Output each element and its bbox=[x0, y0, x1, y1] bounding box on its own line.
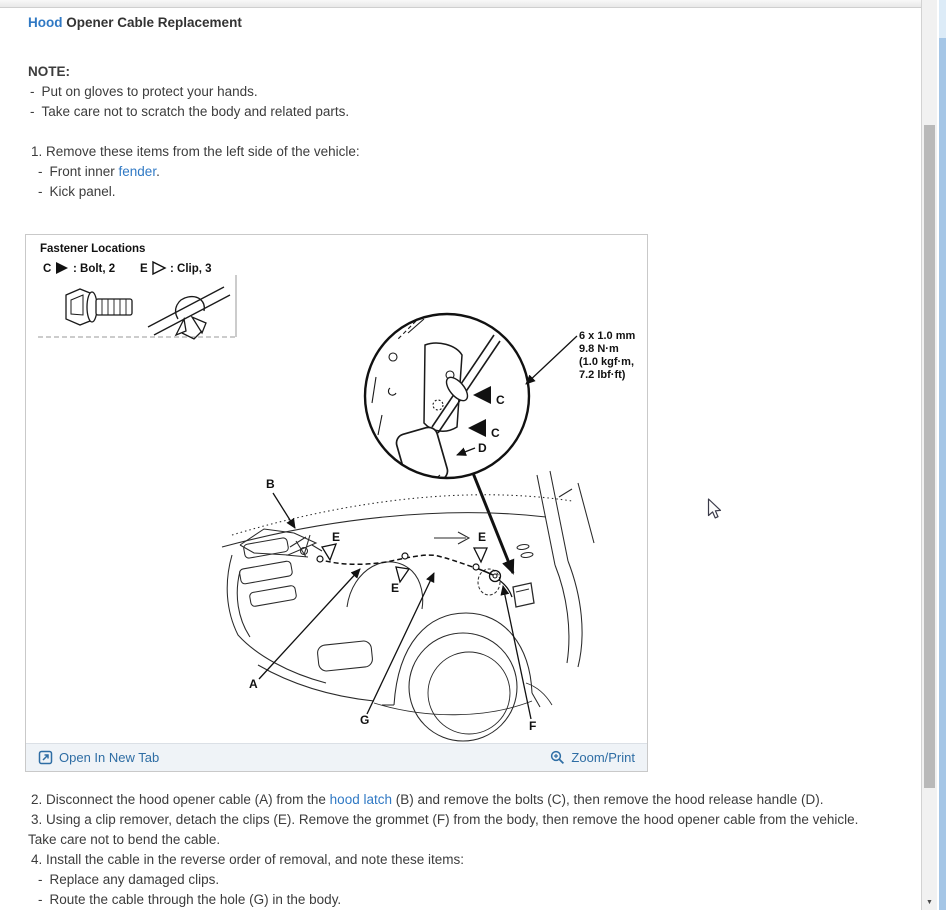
legend-title: Fastener Locations bbox=[40, 243, 146, 255]
sub-text: Route the cable through the hole (G) in the body. bbox=[49, 892, 342, 907]
note-item bbox=[28, 82, 908, 102]
step-2-post: (B) and remove the bolts (C), then remove the hood release handle (D). bbox=[391, 792, 824, 807]
label-a: A bbox=[249, 677, 258, 691]
label-e2: E bbox=[391, 581, 400, 595]
note-item-text: Put on gloves to protect your hands. bbox=[41, 84, 258, 99]
page-title bbox=[28, 13, 908, 33]
sub-text-pre: Front inner bbox=[49, 164, 119, 179]
note-item bbox=[28, 102, 908, 122]
zoom-print-link[interactable] bbox=[550, 750, 635, 765]
hood-link[interactable]: Hood bbox=[28, 15, 63, 30]
fastener-diagram-figure bbox=[25, 234, 648, 772]
sub-text: Replace any damaged clips. bbox=[49, 872, 220, 887]
sub-text-post: . bbox=[156, 164, 160, 179]
label-c2: C bbox=[491, 426, 500, 440]
opener-cable bbox=[317, 553, 512, 597]
cable-clip bbox=[473, 564, 479, 570]
label-g: G bbox=[360, 713, 370, 727]
step-4: 4. Install the cable in the reverse order of removal, and note these items: bbox=[31, 852, 464, 867]
grommet bbox=[490, 571, 501, 582]
fastener-diagram-svg bbox=[26, 235, 647, 743]
magnifier-plus-icon bbox=[550, 750, 565, 765]
part-labels bbox=[249, 477, 536, 733]
label-b: B bbox=[266, 477, 275, 491]
clip-icon bbox=[148, 287, 230, 339]
car-sketch bbox=[222, 471, 594, 741]
figure-toolbar bbox=[26, 743, 647, 771]
fender-link[interactable]: fender bbox=[118, 164, 157, 179]
label-e1: E bbox=[332, 530, 341, 544]
article-top-text bbox=[28, 13, 908, 202]
step-4-sub-item bbox=[28, 870, 922, 890]
clip-triangle-e2 bbox=[396, 567, 409, 582]
legend-e-key: E bbox=[140, 263, 148, 275]
step-1: 1. Remove these items from the left side of the vehicle: bbox=[31, 144, 360, 159]
sub-text: Kick panel. bbox=[49, 184, 116, 199]
window-scrollbar-thumb[interactable] bbox=[939, 38, 946, 910]
dash-marker: - bbox=[38, 872, 43, 887]
torque-line-3: (1.0 kgf·m, bbox=[579, 356, 635, 368]
bolt-icon bbox=[66, 289, 132, 325]
dash-marker: - bbox=[30, 104, 35, 119]
step-4-sub-item bbox=[28, 890, 922, 910]
cable-clip bbox=[402, 553, 408, 559]
content-scrollbar[interactable] bbox=[921, 0, 937, 910]
torque-line-4: 7.2 lbf·ft) bbox=[579, 369, 626, 381]
torque-line-2: 9.8 N·m bbox=[579, 343, 619, 355]
top-border-bar bbox=[0, 0, 921, 8]
dash-marker: - bbox=[38, 892, 43, 907]
open-in-new-tab-link[interactable] bbox=[38, 750, 159, 765]
cable-clip bbox=[317, 556, 323, 562]
clip-triangle-e1 bbox=[322, 544, 336, 560]
filled-triangle-icon bbox=[56, 262, 68, 274]
bolt-triangle-c2 bbox=[468, 419, 486, 437]
bolt-triangle-c1 bbox=[473, 386, 491, 404]
step-3-line-1: 3. Using a clip remover, detach the clips (E). Remove the grommet (F) from the body, then remove the hood opener cable from the vehicle. bbox=[31, 812, 859, 827]
legend-c-desc: : Bolt, 2 bbox=[73, 263, 116, 275]
open-in-new-tab-label: Open In New Tab bbox=[59, 750, 160, 765]
open-in-new-tab-icon bbox=[38, 750, 53, 765]
dash-marker: - bbox=[38, 184, 43, 199]
page-title-rest: Opener Cable Replacement bbox=[62, 15, 242, 30]
open-triangle-icon bbox=[153, 262, 165, 274]
label-c1: C bbox=[496, 393, 505, 407]
hood-latch-link[interactable]: hood latch bbox=[329, 792, 392, 807]
zoom-print-label: Zoom/Print bbox=[571, 750, 635, 765]
note-label: NOTE: bbox=[28, 64, 70, 79]
legend-e-desc: : Clip, 3 bbox=[170, 263, 212, 275]
inset-detail bbox=[368, 319, 500, 489]
content-scrollbar-thumb[interactable] bbox=[924, 125, 935, 788]
step-1-sub-item bbox=[28, 182, 908, 202]
article-steps bbox=[28, 790, 922, 910]
step-1-sub-item bbox=[28, 162, 908, 182]
dash-marker: - bbox=[38, 164, 43, 179]
note-item-text: Take care not to scratch the body and related parts. bbox=[41, 104, 350, 119]
mouse-cursor-icon bbox=[707, 498, 724, 521]
step-2-pre: 2. Disconnect the hood opener cable (A) from the bbox=[31, 792, 330, 807]
legend-c-key: C bbox=[43, 263, 52, 275]
label-f: F bbox=[529, 719, 537, 733]
step-2 bbox=[28, 790, 922, 810]
scroll-down-arrow-icon[interactable]: ▼ bbox=[926, 899, 933, 906]
label-e3: E bbox=[478, 530, 487, 544]
torque-line-1: 6 x 1.0 mm bbox=[579, 330, 636, 342]
label-d: D bbox=[478, 441, 487, 455]
dash-marker: - bbox=[30, 84, 35, 99]
clip-triangle-e3 bbox=[474, 548, 487, 562]
step-3-line-2: Take care not to bend the cable. bbox=[28, 832, 221, 847]
